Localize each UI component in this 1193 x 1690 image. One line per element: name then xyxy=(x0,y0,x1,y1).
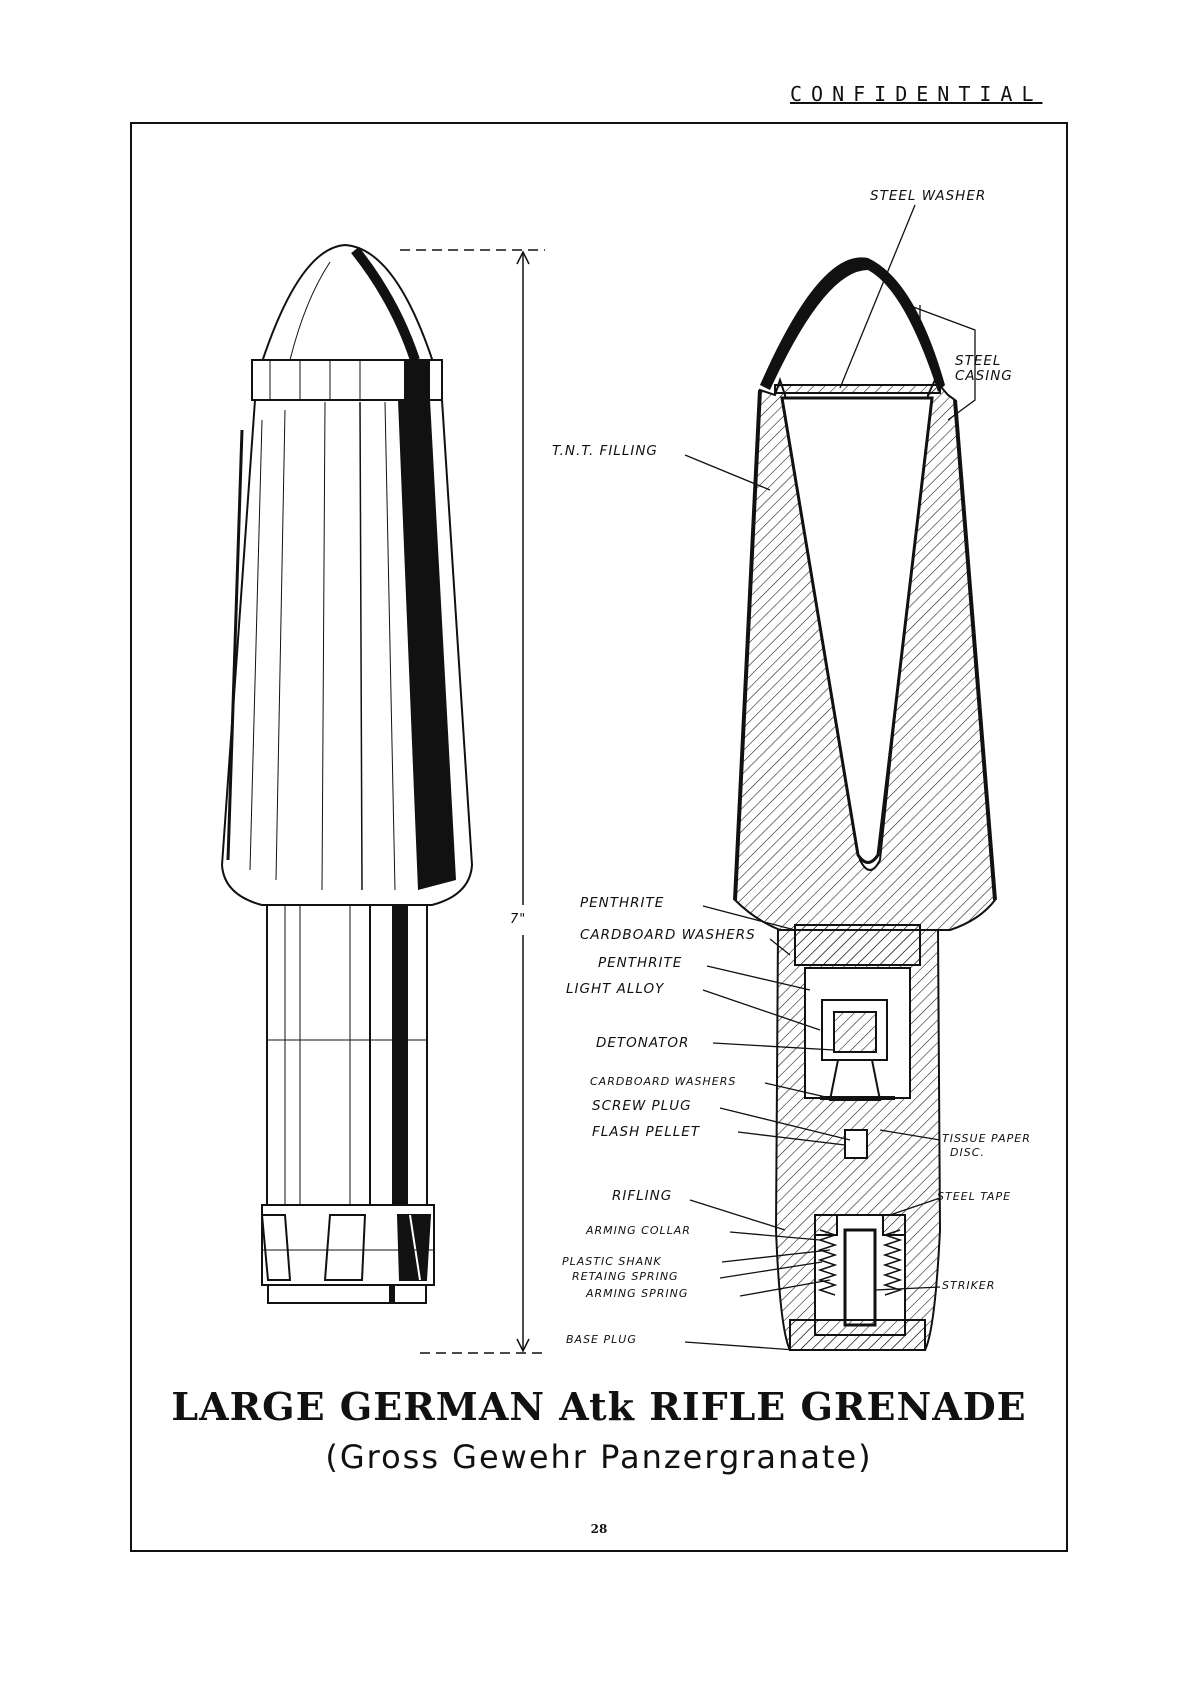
label-penthrite-2: PENTHRITE xyxy=(598,955,683,971)
label-base-plug: BASE PLUG xyxy=(566,1333,637,1346)
label-detonator: DETONATOR xyxy=(596,1035,690,1051)
label-steel-casing-line1: STEEL xyxy=(955,353,1002,369)
figure-title: LARGE GERMAN Atk RIFLE GRENADE xyxy=(171,1384,1027,1429)
classification-header: CONFIDENTIAL xyxy=(790,82,1043,106)
label-retaining-spring: RETAING SPRING xyxy=(572,1270,679,1283)
label-screw-plug: SCREW PLUG xyxy=(592,1098,692,1114)
exterior-view xyxy=(222,245,472,1303)
label-steel-washer: STEEL WASHER xyxy=(870,188,987,204)
label-cardboard-washers-2: CARDBOARD WASHERS xyxy=(590,1075,737,1088)
page-number: 28 xyxy=(590,1522,608,1536)
label-steel-tape: STEEL TAPE xyxy=(937,1190,1012,1203)
label-penthrite-1: PENTHRITE xyxy=(580,895,665,911)
figure-subtitle: (Gross Gewehr Panzergranate) xyxy=(325,1438,873,1476)
label-light-alloy: LIGHT ALLOY xyxy=(566,981,665,997)
label-steel-casing-line2: CASING xyxy=(955,368,1013,384)
label-tnt-filling: T.N.T. FILLING xyxy=(552,443,658,459)
dimension-label: 7" xyxy=(510,912,527,927)
label-arming-collar: ARMING COLLAR xyxy=(586,1224,691,1237)
label-striker: STRIKER xyxy=(942,1279,996,1292)
label-rifling: RIFLING xyxy=(612,1188,673,1204)
label-flash-pellet: FLASH PELLET xyxy=(592,1124,701,1140)
cross-section-view xyxy=(735,257,995,1350)
label-plastic-shank: PLASTIC SHANK xyxy=(562,1255,662,1268)
label-cardboard-washers-1: CARDBOARD WASHERS xyxy=(580,927,756,943)
label-tissue-paper-line2: DISC. xyxy=(950,1146,985,1159)
label-arming-spring: ARMING SPRING xyxy=(586,1287,689,1300)
label-tissue-paper-line1: TISSUE PAPER xyxy=(942,1132,1031,1145)
